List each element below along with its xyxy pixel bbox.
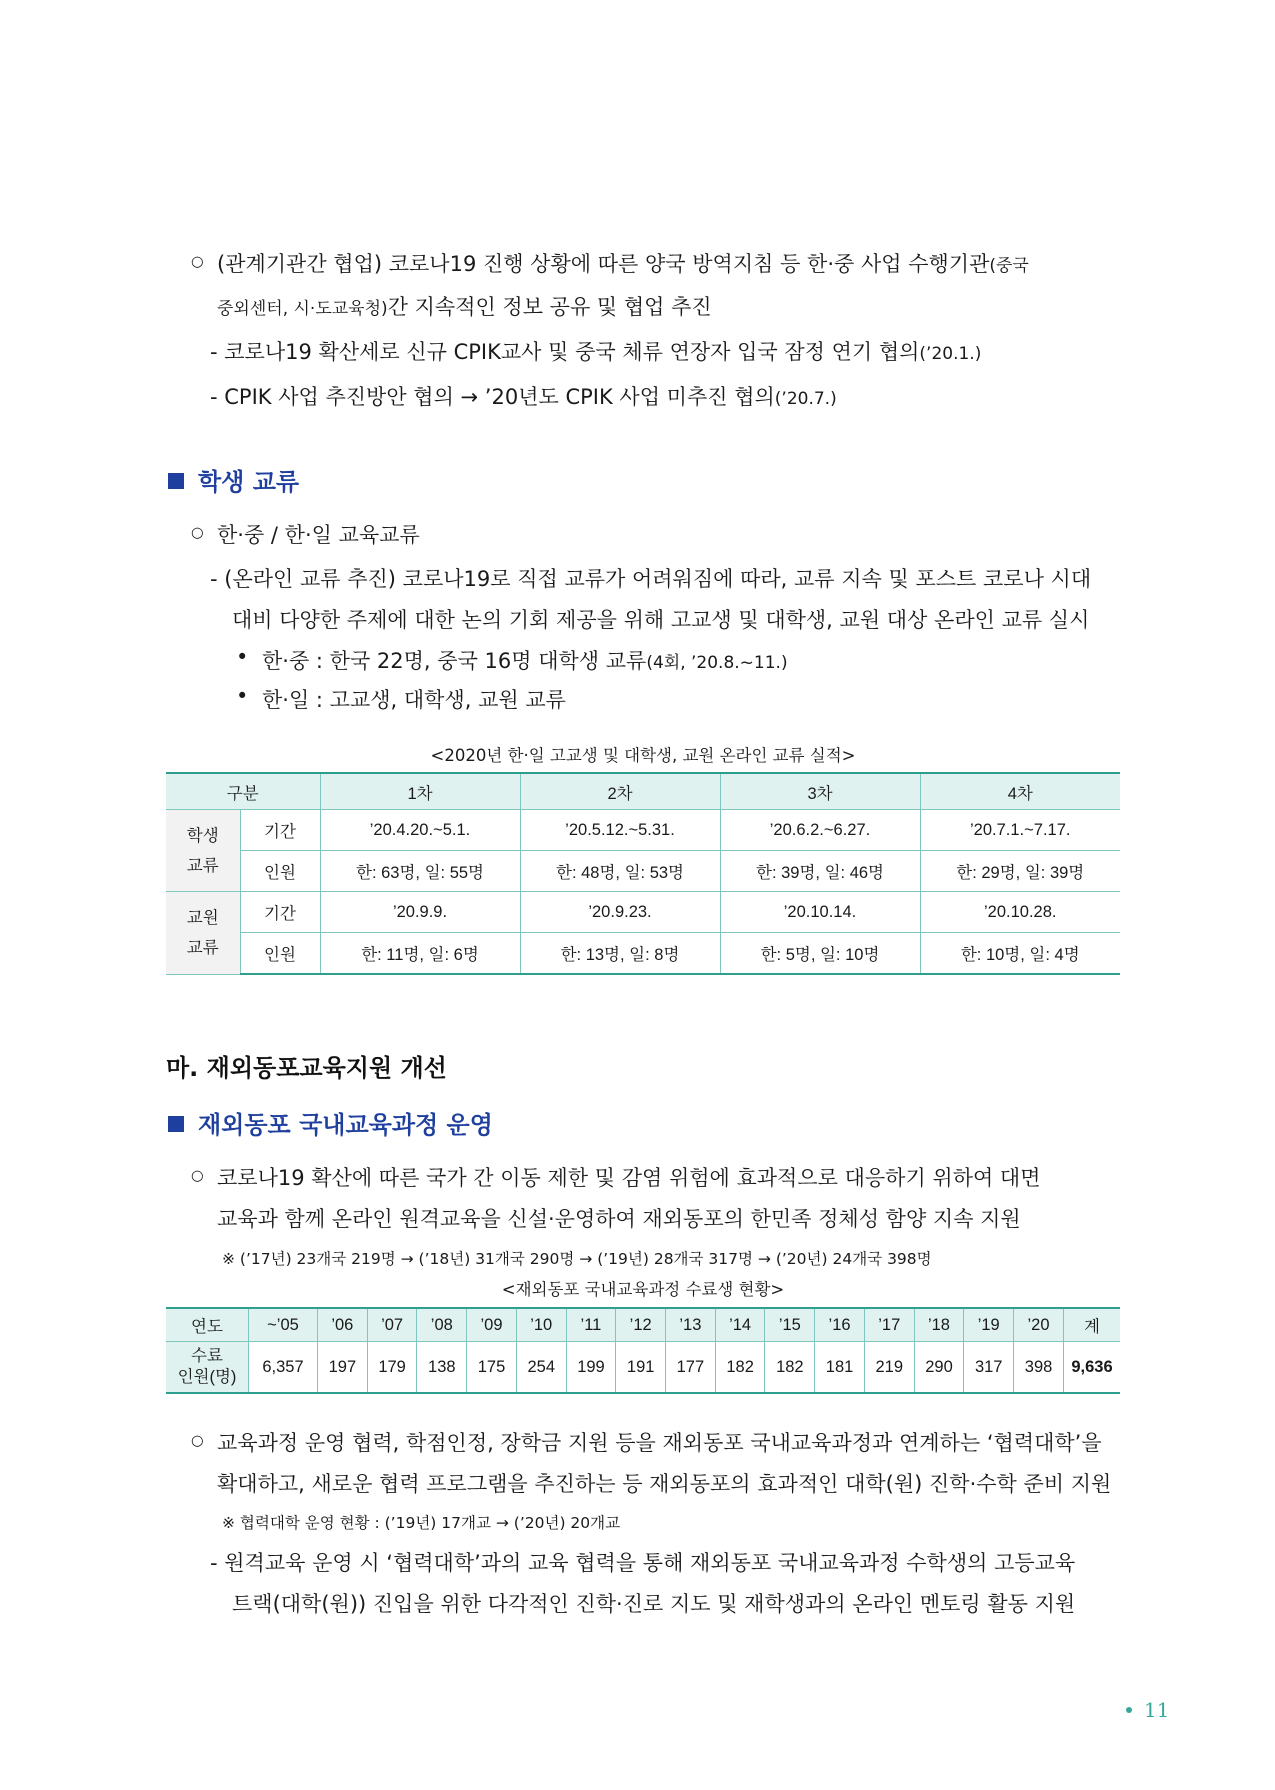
note-text: ※ 협력대학 운영 현황 : (’19년) 17개교 → (’20년) 20개교 — [222, 1514, 621, 1532]
header-cell: 연도 — [166, 1308, 249, 1342]
row-label-line: 수료 — [191, 1347, 223, 1365]
square-bullet-icon — [168, 1116, 184, 1132]
bullet-circle: ○ — [191, 525, 204, 541]
bullet-circle: ○ — [191, 254, 204, 270]
sub-item — [262, 645, 788, 675]
table-row — [166, 1342, 1120, 1394]
header-cell: ’12 — [616, 1308, 666, 1342]
dot-bullet: • — [236, 684, 249, 708]
section-heading — [168, 1105, 493, 1140]
header-cell: ’18 — [914, 1308, 964, 1342]
header-cell: ’06 — [318, 1308, 368, 1342]
table-cell: ’20.9.23. — [520, 892, 720, 933]
table-row — [166, 892, 1120, 933]
table-cell: 290 — [914, 1342, 964, 1394]
table-header-row — [166, 1308, 1120, 1342]
table-cell: 한: 48명, 일: 53명 — [520, 851, 720, 892]
header-cell: 구분 — [166, 773, 320, 810]
bullet-text: 한·중 / 한·일 교육교류 — [217, 523, 420, 547]
table-cell: 138 — [417, 1342, 467, 1394]
sub-item-date: (4회, ’20.8.~11.) — [646, 653, 788, 673]
table-cell: 한: 63명, 일: 55명 — [320, 851, 520, 892]
row-label — [166, 1342, 249, 1394]
dash-item — [210, 336, 981, 366]
group-label-line: 교류 — [186, 856, 219, 875]
table-header-row — [166, 773, 1120, 810]
header-cell: 4차 — [920, 773, 1120, 810]
header-cell: ’14 — [715, 1308, 765, 1342]
dash-item-line: - (온라인 교류 추진) 코로나19로 직접 교류가 어려워짐에 따라, 교류 지속 및 포스트 코로나 시대 — [210, 567, 1092, 591]
table-cell: 179 — [367, 1342, 417, 1394]
paragraph-small-text: (중국 — [989, 256, 1029, 276]
dash-item-line: - 원격교육 운영 시 ‘협력대학’과의 교육 협력을 통해 재외동포 국내교육과정 수학생의 고등교육 — [210, 1551, 1076, 1575]
graduates-table — [166, 1307, 1120, 1394]
square-bullet-icon — [168, 473, 184, 489]
dash-item-text: - 코로나19 확산세로 신규 CPIK교사 및 중국 체류 연장자 입국 잠정 연기 협의 — [210, 340, 920, 364]
paragraph-line: 확대하고, 새로운 협력 프로그램을 추진하는 등 재외동포의 효과적인 대학(원) 진학·수학 준비 지원 — [217, 1472, 1112, 1496]
section-heading-text: 재외동포 국내교육과정 운영 — [198, 1111, 493, 1139]
table-caption: <2020년 한·일 고교생 및 대학생, 교원 온라인 교류 실적> — [430, 746, 856, 765]
table-cell: 398 — [1014, 1342, 1064, 1394]
paragraph-line — [217, 291, 712, 321]
table-cell: 한: 5명, 일: 10명 — [720, 933, 920, 975]
bullet-circle: ○ — [191, 1168, 204, 1184]
header-cell: ’16 — [815, 1308, 865, 1342]
table-cell: 175 — [467, 1342, 517, 1394]
page-number-text: 11 — [1144, 1698, 1170, 1722]
table-row — [166, 933, 1120, 975]
sub-item-text: 한·중 : 한국 22명, 중국 16명 대학생 교류 — [262, 649, 647, 673]
section-heading — [168, 462, 299, 497]
paragraph-small-text: 중외센터, 시·도교육청) — [217, 299, 388, 319]
header-cell: ’08 — [417, 1308, 467, 1342]
header-cell: ~’05 — [249, 1308, 318, 1342]
dash-item — [210, 381, 837, 411]
table-cell: ’20.4.20.~5.1. — [320, 810, 520, 851]
table-cell: 한: 10명, 일: 4명 — [920, 933, 1120, 975]
section-heading-text: 학생 교류 — [198, 468, 300, 496]
table-row — [166, 851, 1120, 892]
header-cell: ’15 — [765, 1308, 815, 1342]
dash-item-line: 대비 다양한 주제에 대한 논의 기회 제공을 위해 고교생 및 대학생, 교원 대상 온라인 교류 실시 — [232, 608, 1090, 632]
header-cell: ’10 — [516, 1308, 566, 1342]
table-cell: ’20.7.1.~7.17. — [920, 810, 1120, 851]
row-label: 기간 — [240, 892, 320, 933]
group-label-line: 학생 — [186, 826, 219, 845]
table-cell: ’20.9.9. — [320, 892, 520, 933]
group-label-line: 교원 — [186, 908, 219, 927]
table-cell: 199 — [566, 1342, 616, 1394]
dot-bullet: • — [236, 645, 249, 669]
table-cell: ’20.6.2.~6.27. — [720, 810, 920, 851]
exchange-table — [166, 772, 1120, 975]
dot-icon — [1126, 1707, 1132, 1713]
table-cell: 한: 11명, 일: 6명 — [320, 933, 520, 975]
table-row — [166, 810, 1120, 851]
note-text: ※ (’17년) 23개국 219명 → (’18년) 31개국 290명 → (’19년) 28개국 317명 → (’20년) 24개국 398명 — [222, 1250, 932, 1268]
header-cell: ’11 — [566, 1308, 616, 1342]
table-cell: 6,357 — [249, 1342, 318, 1394]
dash-item-date: (’20.1.) — [919, 344, 982, 364]
dash-item-line: 트랙(대학(원)) 진입을 위한 다각적인 진학·진로 지도 및 재학생과의 온라인 멘토링 활동 지원 — [232, 1592, 1076, 1616]
header-cell: 계 — [1064, 1308, 1121, 1342]
dash-item-date: (’20.7.) — [774, 389, 837, 409]
table-cell: 197 — [318, 1342, 368, 1394]
header-cell: 1차 — [320, 773, 520, 810]
header-cell: ’19 — [964, 1308, 1014, 1342]
table-cell: ’20.5.12.~5.31. — [520, 810, 720, 851]
table-caption: <재외동포 국내교육과정 수료생 현황> — [501, 1280, 785, 1299]
table-cell: 191 — [616, 1342, 666, 1394]
paragraph-line: 교육과 함께 온라인 원격교육을 신설·운영하여 재외동포의 한민족 정체성 함양 지속 지원 — [217, 1207, 1021, 1231]
row-label: 인원 — [240, 851, 320, 892]
header-cell: ’07 — [367, 1308, 417, 1342]
group-label-line: 교류 — [186, 938, 219, 957]
table-cell: 182 — [765, 1342, 815, 1394]
table-cell: 317 — [964, 1342, 1014, 1394]
paragraph-line — [217, 248, 1029, 278]
header-cell: 2차 — [520, 773, 720, 810]
paragraph-line: 교육과정 운영 협력, 학점인정, 장학금 지원 등을 재외동포 국내교육과정과 연계하는 ‘협력대학’을 — [217, 1431, 1102, 1455]
paragraph-text: 간 지속적인 정보 공유 및 협업 추진 — [387, 295, 712, 319]
table-cell: 254 — [516, 1342, 566, 1394]
page-number — [1126, 1698, 1169, 1722]
group-label — [166, 810, 240, 892]
header-cell: 3차 — [720, 773, 920, 810]
bullet-circle: ○ — [191, 1433, 204, 1449]
table-cell: 181 — [815, 1342, 865, 1394]
table-cell: 9,636 — [1064, 1342, 1121, 1394]
header-cell: ’09 — [467, 1308, 517, 1342]
paragraph-line: 코로나19 확산에 따른 국가 간 이동 제한 및 감염 위험에 효과적으로 대응하기 위하여 대면 — [217, 1166, 1041, 1190]
table-cell: 한: 39명, 일: 46명 — [720, 851, 920, 892]
table-cell: ’20.10.28. — [920, 892, 1120, 933]
group-label — [166, 892, 240, 975]
row-label-line: 인원(명) — [177, 1368, 237, 1386]
dash-item-text: - CPIK 사업 추진방안 협의 → ’20년도 CPIK 사업 미추진 협의 — [210, 385, 775, 409]
header-cell: ’20 — [1014, 1308, 1064, 1342]
table-cell: ’20.10.14. — [720, 892, 920, 933]
header-cell: ’13 — [666, 1308, 716, 1342]
table-cell: 한: 13명, 일: 8명 — [520, 933, 720, 975]
table-cell: 한: 29명, 일: 39명 — [920, 851, 1120, 892]
header-cell: ’17 — [864, 1308, 914, 1342]
table-cell: 219 — [864, 1342, 914, 1394]
row-label: 기간 — [240, 810, 320, 851]
sub-item-text: 한·일 : 고교생, 대학생, 교원 교류 — [262, 688, 566, 712]
paragraph-text: (관계기관간 협업) 코로나19 진행 상황에 따른 양국 방역지침 등 한·중 사업 수행기관 — [217, 252, 990, 276]
table-cell: 177 — [666, 1342, 716, 1394]
section-title: 마. 재외동포교육지원 개선 — [166, 1054, 447, 1082]
table-cell: 182 — [715, 1342, 765, 1394]
row-label: 인원 — [240, 933, 320, 975]
